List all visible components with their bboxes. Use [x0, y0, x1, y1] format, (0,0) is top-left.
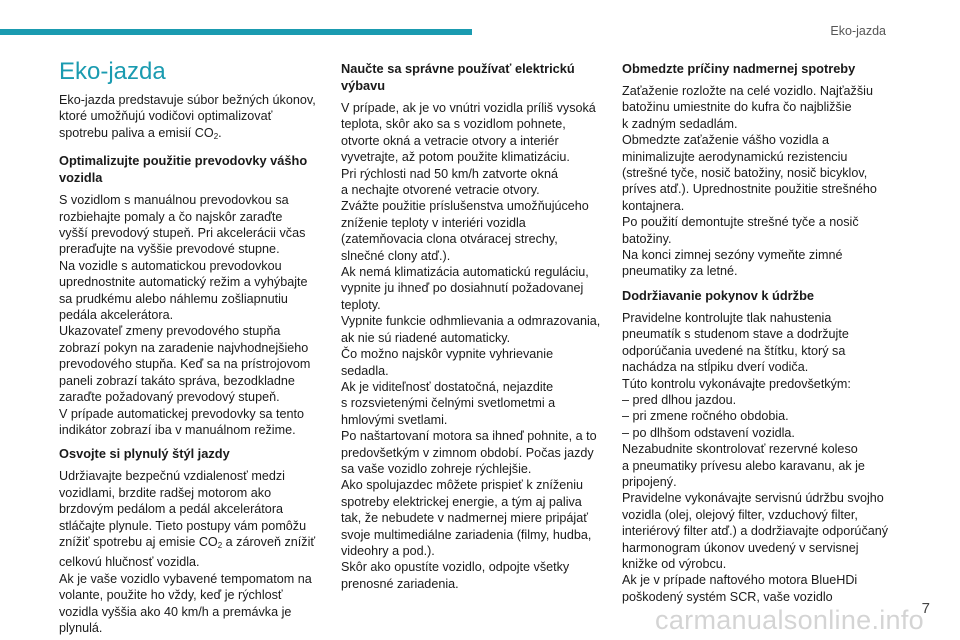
paragraph-driving-style: Udržiavajte bezpečnú vzdialenosť medzi vozidlami, brzdite radšej motorom ako brzdovým pedálom a pedál akcelerátora stláčajte plynule. Tieto postupy vám pomôžu znížiť spotrebu aj emisie $CO_2$ a zároveň znížiť celkovú hlučnosť vozidla. Ak je vaše vozidlo vybavené tempomatom na volante, použite ho vždy, keď je rýchlosť vozidla vyššia ako 40 km/h a premávka je plynulá. — [59, 469, 316, 635]
heading-electrical-equipment: Naučte sa správne používať elektrickú výbavu — [341, 61, 575, 93]
paragraph-electrical-equipment: V prípade, ak je vo vnútri vozidla príliš vysoká teplota, skôr ako sa s vozidlom pohnete, otvorte okná a vetracie otvory a interiér vyvetrajte, až potom použite klimatizáciu. Pri rýchlosti nad 50 km/h zatvorte okná a nechajte otvorené vetracie otvory. Zvážte použitie príslušenstva umožňujúceho zníženie teploty v interiéri vozidla (zatemňovacia clona otváracej strechy, slnečné clony atď.). Ak nemá klimatizácia automatickú reguláciu, vypnite ju ihneď po dosiahnutí požadovanej teploty. Vypnite funkcie odhmlievania a odmrazovania, ak nie sú riadené automaticky. Čo možno najskôr vypnite vyhrievanie sedadla. Ak je viditeľnosť dostatočná, nejazdite s rozsvietenými čelnými svetlometmi a hmlovými svetlami. Po naštartovaní motora sa ihneď pohnite, a to predovšetkým v zimnom období. Počas jazdy sa vaše vozidlo zohreje rýchlejšie. Ako spolujazdec môžete prispieť k zníženiu spotreby elektrickej energie, a tým aj paliva tak, že nebudete v nadmernej miere pripájať svoje multimediálne zariadenia (filmy, hudba, videohry a pod.). Skôr ako opustíte vozidlo, odpojte všetky prenosné zariadenia. — [341, 101, 601, 591]
paragraph-gearbox: S vozidlom s manuálnou prevodovkou sa rozbiehajte pomaly a čo najskôr zaraďte vyšší prevodový stupeň. Pri akcelerácii včas preraďujte na vyššie prevodové stupne. Na vozidle s automatickou prevodovkou uprednostnite automatický režim a vyhýbajte sa prudkému alebo náhlemu zošliapnutiu pedála akcelerátora. Ukazovateľ zmeny prevodového stupňa zobrazí pokyn na zaradenie najvhodnejšieho prevodového stupňa. Keď sa na prístrojovom paneli zobrazí takáto správa, bezodkladne zaraďte požadovaný prevodový stupeň. V prípade automatickej prevodovky sa tento indikátor zobrazí iba v manuálnom režime. — [59, 193, 311, 437]
heading-excess-consumption: Obmedzte príčiny nadmernej spotreby — [622, 61, 856, 76]
page-number: 7 — [921, 600, 930, 617]
column-2 — [341, 60, 603, 592]
intro-paragraph: Eko-jazda predstavuje súbor bežných úkonov, ktoré umožňujú vodičovi optimalizovať spotrebu paliva a emisií $CO_2$. — [59, 93, 316, 141]
watermark: carmanualsonline.info — [655, 605, 924, 635]
paragraph-excess-consumption: Zaťaženie rozložte na celé vozidlo. Najťažšiu batožinu umiestnite do kufra čo najbližšie k zadným sedadlám. Obmedzte zaťaženie vášho vozidla a minimalizujte aerodynamickú rezistenciu (strešné tyče, nosič batožiny, nosič bicyklov, príves atď.). Uprednostnite použitie strešného kontajnera. Po použití demontujte strešné tyče a nosič batožiny. Na konci zimnej sezóny vymeňte zimné pneumatiky za letné. — [622, 84, 877, 279]
page-title: Eko-jazda — [59, 58, 166, 85]
column-1 — [59, 58, 321, 636]
heading-driving-style: Osvojte si plynulý štýl jazdy — [59, 446, 230, 462]
paragraph-maintenance: Pravidelne kontrolujte tlak nahustenia pneumatík s studenom stave a dodržujte odporúčania uvedené na štítku, ktorý sa nachádza na stĺpiku dverí vodiča. Túto kontrolu vykonávajte predovšetkým: – pred dlhou jazdou. – pri zmene ročného obdobia. – po dlhšom odstavení vozidla. Nezabudnite skontrolovať rezervné koleso a pneumatiky prívesu alebo karavanu, ak je pripojený. Pravidelne vykonávajte servisnú údržbu svojho vozidla (olej, olejový filter, vzduchový filter, interiérový filter atď.) a dodržiavajte odporúčaný harmonogram úkonov uvedený v servisnej knižke od výrobcu. Ak je v prípade naftového motora BlueHDi poškodený systém SCR, vaše vozidlo — [622, 310, 889, 604]
heading-gearbox: Optimalizujte použitie prevodovky vášho vozidla — [59, 153, 308, 186]
header-accent-bar — [0, 29, 472, 35]
section-label: Eko-jazda — [830, 24, 886, 38]
column-3 — [622, 60, 890, 605]
heading-maintenance: Dodržiavanie pokynov k údržbe — [622, 287, 814, 303]
